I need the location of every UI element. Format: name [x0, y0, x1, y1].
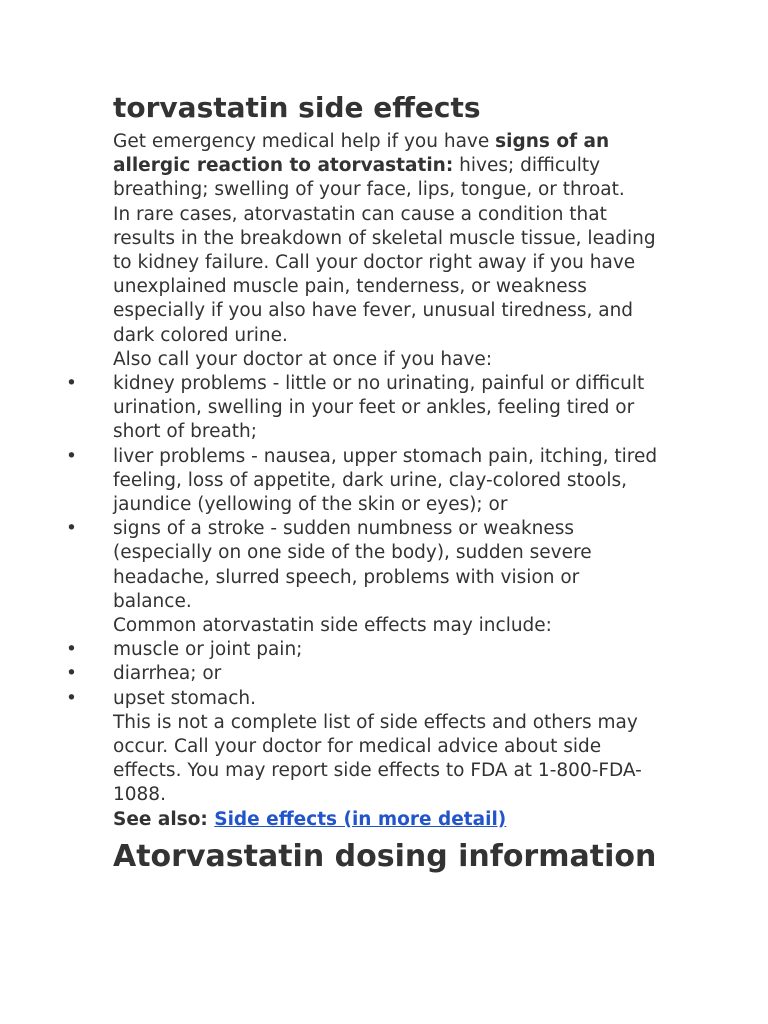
- emergency-paragraph: [113, 130, 658, 203]
- bullet-icon: •: [66, 687, 77, 709]
- list-item: [66, 445, 658, 518]
- list-item-text: liver problems - nausea, upper stomach pain, itching, tired feeling, loss of appetite, dark urine, clay-colored stools, jaundice (yellowing of the skin or eyes); or: [113, 445, 658, 516]
- bullet-icon: •: [66, 445, 77, 467]
- list-item: [66, 687, 658, 711]
- list-item: [66, 372, 658, 445]
- page-title: torvastatin side effects: [113, 91, 481, 124]
- not-complete-paragraph: This is not a complete list of side effects and others may occur. Call your doctor for medical advice about side effects. You may report side effects to FDA at 1-800-FDA-1088.: [113, 711, 642, 806]
- list-item-text: kidney problems - little or no urinating, painful or difficult urination, swelling in your feet or ankles, feeling tired or short of breath;: [113, 373, 645, 443]
- bullet-icon: •: [66, 373, 77, 395]
- list-item-text: signs of a stroke - sudden numbness or weakness (especially on one side of the body), sudden severe headache, slurred speech, problems with vision or balance.: [113, 518, 592, 612]
- list-item-text: upset stomach.: [113, 687, 256, 709]
- bullet-icon: •: [66, 518, 77, 540]
- emergency-bold: signs of an allergic reaction to atorvastatin:: [113, 131, 610, 177]
- dosing-heading: Atorvastatin dosing information: [113, 838, 657, 874]
- bullet-icon: •: [66, 639, 77, 661]
- see-also-label: See also:: [113, 808, 215, 830]
- list-item: [66, 662, 658, 686]
- emergency-prefix: Get emergency medical help if you have: [113, 131, 496, 152]
- see-also-line: [113, 808, 658, 832]
- emergency-suffix: hives; difficulty breathing; swelling of your face, lips, tongue, or throat.: [113, 155, 625, 201]
- common-side-effects-list: [66, 638, 658, 711]
- bullet-icon: •: [66, 663, 77, 685]
- list-item: [66, 517, 658, 614]
- document-body: [66, 86, 658, 875]
- list-item: [66, 638, 658, 662]
- call-doctor-paragraph: Also call your doctor at once if you have:: [113, 348, 493, 370]
- list-item-text: diarrhea; or: [113, 663, 222, 685]
- list-item-text: muscle or joint pain;: [113, 639, 303, 661]
- side-effects-detail-link[interactable]: Side effects (in more detail): [214, 808, 507, 830]
- rare-cases-paragraph: In rare cases, atorvastatin can cause a condition that results in the breakdown of skeletal muscle tissue, leading to kidney failure. Call your doctor right away if you have unexplained muscle pain, tenderness, or weakness especially if you also have fever, unusual tiredness, and dark colored urine.: [113, 203, 656, 346]
- serious-side-effects-list: [66, 372, 658, 614]
- common-intro-paragraph: Common atorvastatin side effects may include:: [113, 615, 552, 637]
